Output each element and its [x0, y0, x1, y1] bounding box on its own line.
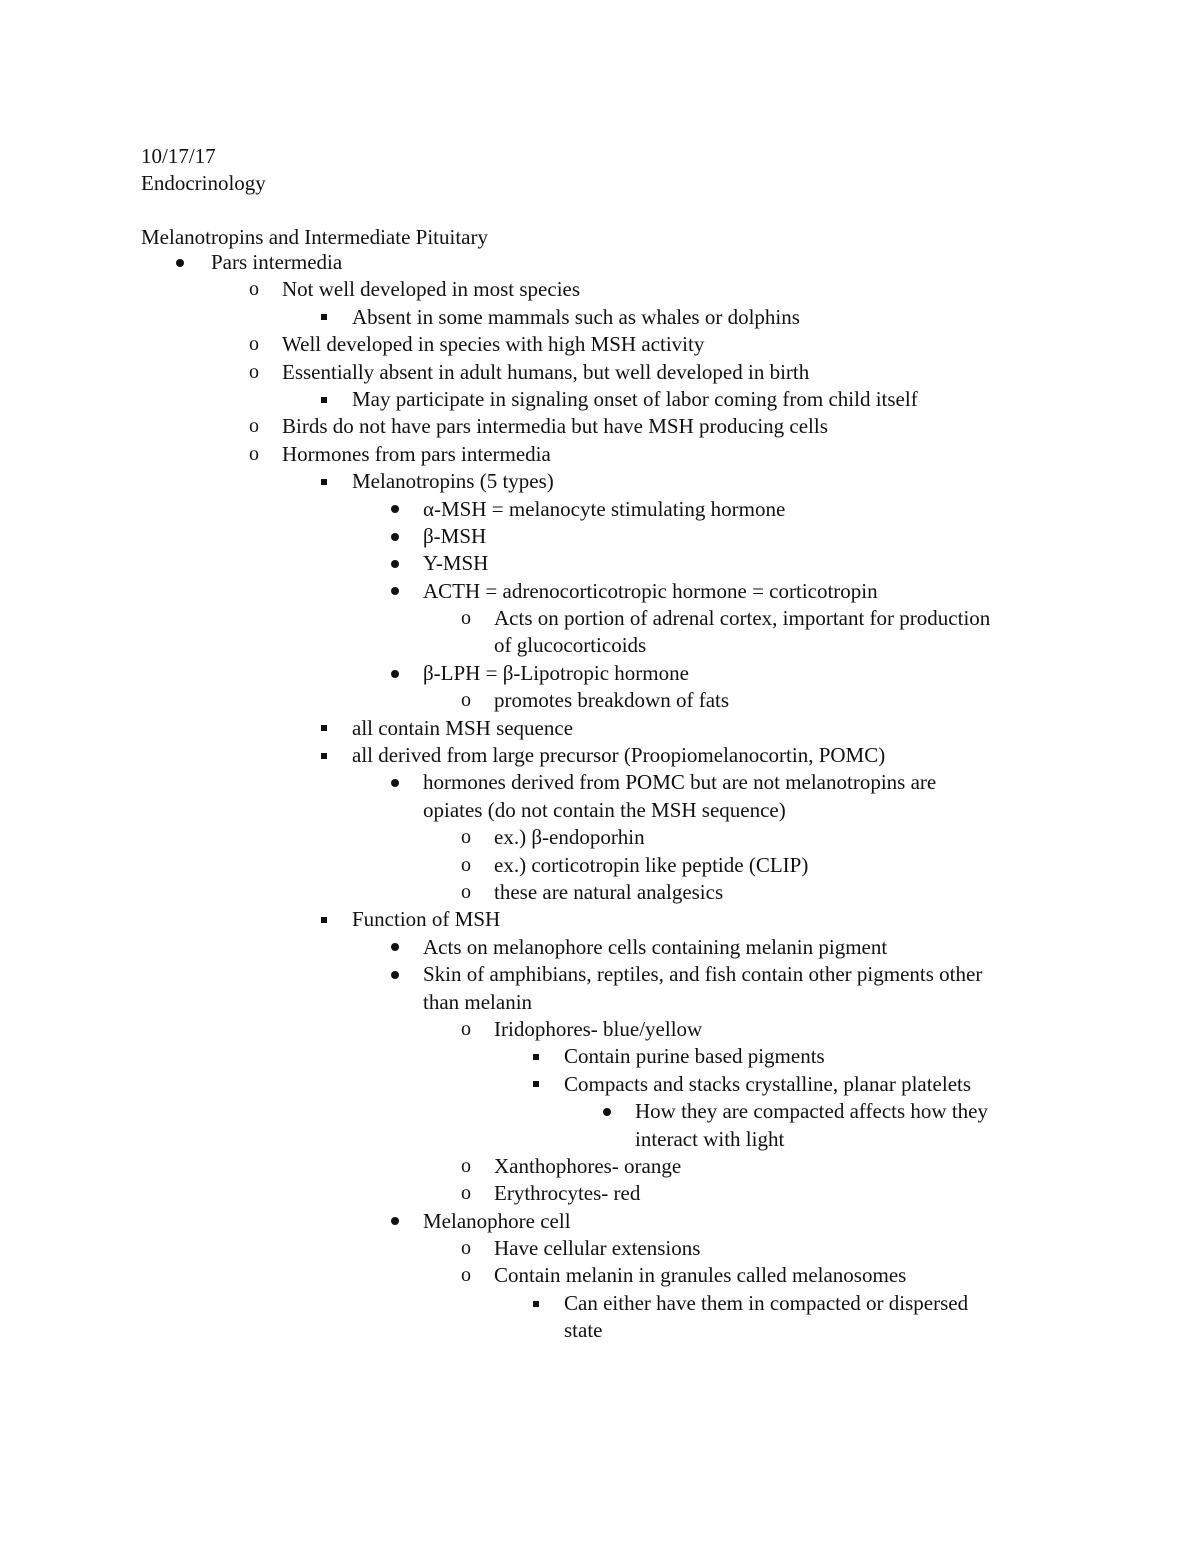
bullet-disc-icon — [385, 578, 405, 605]
outline-item-text: May participate in signaling onset of labor coming from child itself — [352, 386, 918, 411]
outline-item-text: Contain melanin in granules called melanosomes — [494, 1263, 907, 1288]
bullet-disc-icon — [385, 550, 405, 577]
notes-outline — [0, 249, 1200, 1345]
outline-item-text: ACTH = adrenocorticotropic hormone = corticotropin — [423, 578, 878, 603]
outline-item-text: Not well developed in most species — [282, 277, 581, 302]
outline-item-text: Function of MSH — [352, 907, 501, 932]
outline-item — [0, 249, 1200, 276]
outline-item-text: Erythrocytes- red — [494, 1181, 641, 1206]
note-date: 10/17/17 — [141, 144, 216, 168]
outline-item — [0, 961, 1200, 988]
outline-item-text: all contain MSH sequence — [352, 715, 574, 740]
bullet-circle-icon: o — [461, 1237, 471, 1260]
outline-item-text: Contain purine based pigments — [564, 1044, 825, 1069]
bullet-disc-icon — [385, 496, 405, 523]
outline-item-text: interact with light — [635, 1126, 785, 1151]
outline-item — [0, 715, 1200, 742]
outline-item-text: Acts on melanophore cells containing melanin pigment — [423, 934, 888, 959]
bullet-disc-icon — [385, 1208, 405, 1235]
outline-item-text: all derived from large precursor (Proopiomelanocortin, POMC) — [352, 743, 886, 768]
bullet-circle-icon: o — [249, 442, 259, 465]
outline-item — [0, 1235, 1200, 1262]
outline-item-text: Acts on portion of adrenal cortex, important for production — [494, 606, 991, 631]
outline-item — [0, 1180, 1200, 1207]
outline-item-text: Skin of amphibians, reptiles, and fish contain other pigments other — [423, 962, 983, 987]
bullet-square-icon — [314, 906, 334, 933]
outline-item-text: these are natural analgesics — [494, 879, 724, 904]
bullet-circle-icon: o — [249, 415, 259, 438]
outline-item-text: Have cellular extensions — [494, 1236, 701, 1261]
bullet-circle-icon: o — [461, 1154, 471, 1177]
bullet-circle-icon: o — [461, 853, 471, 876]
outline-item — [0, 1317, 1200, 1344]
outline-item-text: How they are compacted affects how they — [635, 1099, 988, 1124]
course-title: Endocrinology — [141, 171, 266, 195]
outline-item-text: Melanophore cell — [423, 1208, 571, 1233]
outline-item — [0, 1043, 1200, 1070]
outline-item-text: opiates (do not contain the MSH sequence) — [423, 797, 786, 822]
outline-item — [0, 1071, 1200, 1098]
outline-item-text: Pars intermedia — [211, 250, 343, 274]
topic-heading: Melanotropins and Intermediate Pituitary — [141, 225, 488, 249]
outline-item-text: β-MSH — [423, 523, 487, 548]
outline-item-text: ex.) β-endoporhin — [494, 825, 645, 850]
outline-item — [0, 797, 1200, 824]
bullet-square-icon — [526, 1290, 546, 1317]
bullet-square-icon — [314, 715, 334, 742]
outline-item — [0, 550, 1200, 577]
bullet-square-icon — [314, 304, 334, 331]
outline-item-text: promotes breakdown of fats — [494, 688, 730, 713]
bullet-circle-icon: o — [249, 333, 259, 356]
outline-item-text: Melanotropins (5 types) — [352, 469, 554, 494]
outline-item-text: α-MSH = melanocyte stimulating hormone — [423, 496, 786, 521]
outline-item — [0, 742, 1200, 769]
outline-item — [0, 934, 1200, 961]
outline-item-text: state — [564, 1318, 603, 1343]
outline-item — [0, 879, 1200, 906]
outline-item-text: Absent in some mammals such as whales or dolphins — [352, 304, 800, 329]
outline-item — [0, 605, 1200, 632]
outline-item — [0, 1098, 1200, 1125]
bullet-disc-icon — [170, 249, 190, 276]
outline-item-text: Well developed in species with high MSH activity — [282, 332, 705, 357]
outline-item — [0, 989, 1200, 1016]
bullet-square-icon — [526, 1071, 546, 1098]
outline-item — [0, 852, 1200, 879]
bullet-circle-icon: o — [461, 1264, 471, 1287]
outline-item — [0, 468, 1200, 495]
outline-item — [0, 906, 1200, 933]
outline-item-text: Xanthophores- orange — [494, 1153, 682, 1178]
outline-item — [0, 496, 1200, 523]
outline-item-text: Hormones from pars intermedia — [282, 441, 551, 466]
outline-item-text: Birds do not have pars intermedia but have MSH producing cells — [282, 414, 828, 439]
outline-item — [0, 331, 1200, 358]
bullet-square-icon — [526, 1043, 546, 1070]
bullet-square-icon — [314, 386, 334, 413]
bullet-circle-icon: o — [249, 278, 259, 301]
outline-item — [0, 441, 1200, 468]
bullet-disc-icon — [385, 660, 405, 687]
outline-item — [0, 769, 1200, 796]
outline-item — [0, 1153, 1200, 1180]
outline-item — [0, 523, 1200, 550]
outline-item-text: Can either have them in compacted or dispersed — [564, 1290, 969, 1315]
outline-item — [0, 413, 1200, 440]
bullet-circle-icon: o — [461, 689, 471, 712]
bullet-square-icon — [314, 468, 334, 495]
bullet-disc-icon — [385, 961, 405, 988]
outline-item — [0, 1290, 1200, 1317]
bullet-disc-icon — [385, 769, 405, 796]
outline-item-text: of glucocorticoids — [494, 633, 647, 658]
outline-item — [0, 824, 1200, 851]
bullet-circle-icon: o — [461, 607, 471, 630]
outline-item — [0, 276, 1200, 303]
outline-item-text: hormones derived from POMC but are not melanotropins are — [423, 770, 937, 795]
outline-item — [0, 1208, 1200, 1235]
outline-item-text: β-LPH = β-Lipotropic hormone — [423, 660, 689, 685]
outline-item-text: than melanin — [423, 989, 533, 1014]
outline-item — [0, 304, 1200, 331]
bullet-circle-icon: o — [461, 826, 471, 849]
bullet-circle-icon: o — [461, 1182, 471, 1205]
outline-item — [0, 386, 1200, 413]
outline-item-text: Compacts and stacks crystalline, planar platelets — [564, 1071, 972, 1096]
outline-item — [0, 1262, 1200, 1289]
outline-item — [0, 578, 1200, 605]
outline-item-text: Essentially absent in adult humans, but well developed in birth — [282, 359, 810, 384]
outline-item-text: ex.) corticotropin like peptide (CLIP) — [494, 852, 809, 877]
bullet-circle-icon: o — [461, 880, 471, 903]
outline-item — [0, 1016, 1200, 1043]
bullet-disc-icon — [385, 934, 405, 961]
bullet-square-icon — [314, 742, 334, 769]
bullet-disc-icon — [597, 1098, 617, 1125]
outline-item-text: Y-MSH — [423, 551, 489, 576]
bullet-circle-icon: o — [249, 360, 259, 383]
outline-item — [0, 1126, 1200, 1153]
outline-item — [0, 359, 1200, 386]
bullet-disc-icon — [385, 523, 405, 550]
outline-item — [0, 687, 1200, 714]
bullet-circle-icon: o — [461, 1017, 471, 1040]
outline-item — [0, 632, 1200, 659]
outline-item-text: Iridophores- blue/yellow — [494, 1016, 703, 1041]
outline-item — [0, 660, 1200, 687]
